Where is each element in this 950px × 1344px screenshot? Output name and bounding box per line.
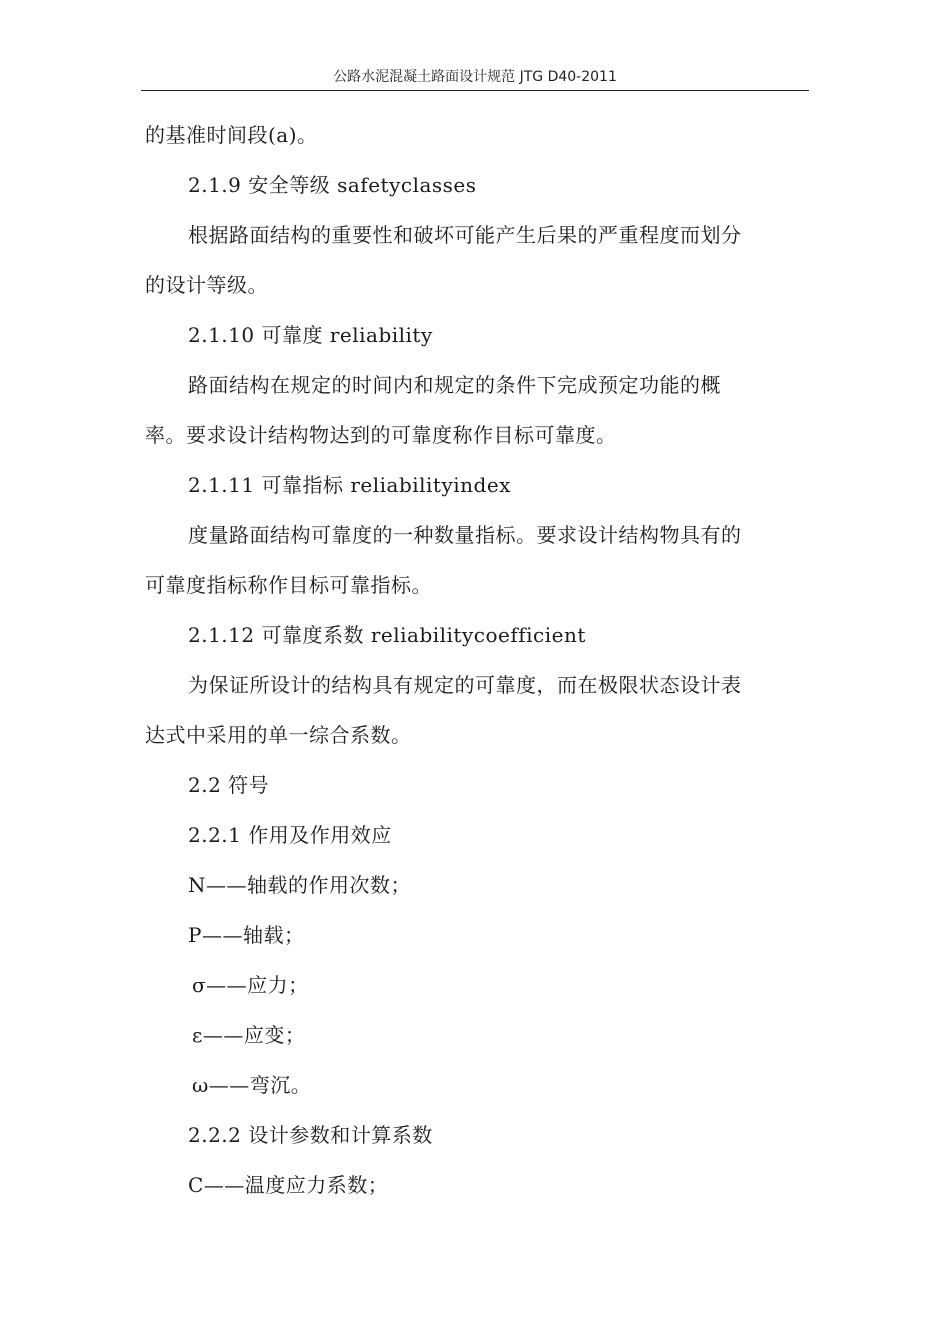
symbol-definition: σ——应力； [192,973,309,997]
paragraph-line: 度量路面结构可靠度的一种数量指标。要求设计结构物具有的 [188,523,742,547]
paragraph-line: 路面结构在规定的时间内和规定的条件下完成预定功能的概 [188,373,721,397]
paragraph-continuation: 的基准时间段(a)。 [145,123,318,147]
section-heading-2-2-1: 2.2.1 作用及作用效应 [188,823,392,847]
symbol-definition: N——轴载的作用次数； [188,873,411,897]
symbol-definition: C——温度应力系数； [188,1173,389,1197]
section-heading-2-2: 2.2 符号 [188,773,270,797]
section-heading-2-1-11: 2.1.11 可靠指标 reliabilityindex [188,473,511,497]
symbol-definition: ε——应变； [192,1023,306,1047]
paragraph-line: 为保证所设计的结构具有规定的可靠度，而在极限状态设计表 [188,673,742,697]
header-title: 公路水泥混凝土路面设计规范 JTG D40-2011 [333,69,617,85]
section-heading-2-2-2: 2.2.2 设计参数和计算系数 [188,1123,433,1147]
symbol-definition: P——轴载； [188,923,305,947]
section-heading-2-1-10: 2.1.10 可靠度 reliability [188,323,433,347]
section-heading-2-1-12: 2.1.12 可靠度系数 reliabilitycoefficient [188,623,586,647]
symbol-definition: ω——弯沉。 [192,1073,312,1097]
paragraph-line: 可靠度指标称作目标可靠指标。 [145,573,432,597]
paragraph-line: 的设计等级。 [145,273,268,297]
section-heading-2-1-9: 2.1.9 安全等级 safetyclasses [188,173,477,197]
paragraph-line: 达式中采用的单一综合系数。 [145,723,412,747]
page-header [141,64,809,91]
paragraph-line: 率。要求设计结构物达到的可靠度称作目标可靠度。 [145,423,617,447]
paragraph-line: 根据路面结构的重要性和破坏可能产生后果的严重程度而划分 [188,223,742,247]
